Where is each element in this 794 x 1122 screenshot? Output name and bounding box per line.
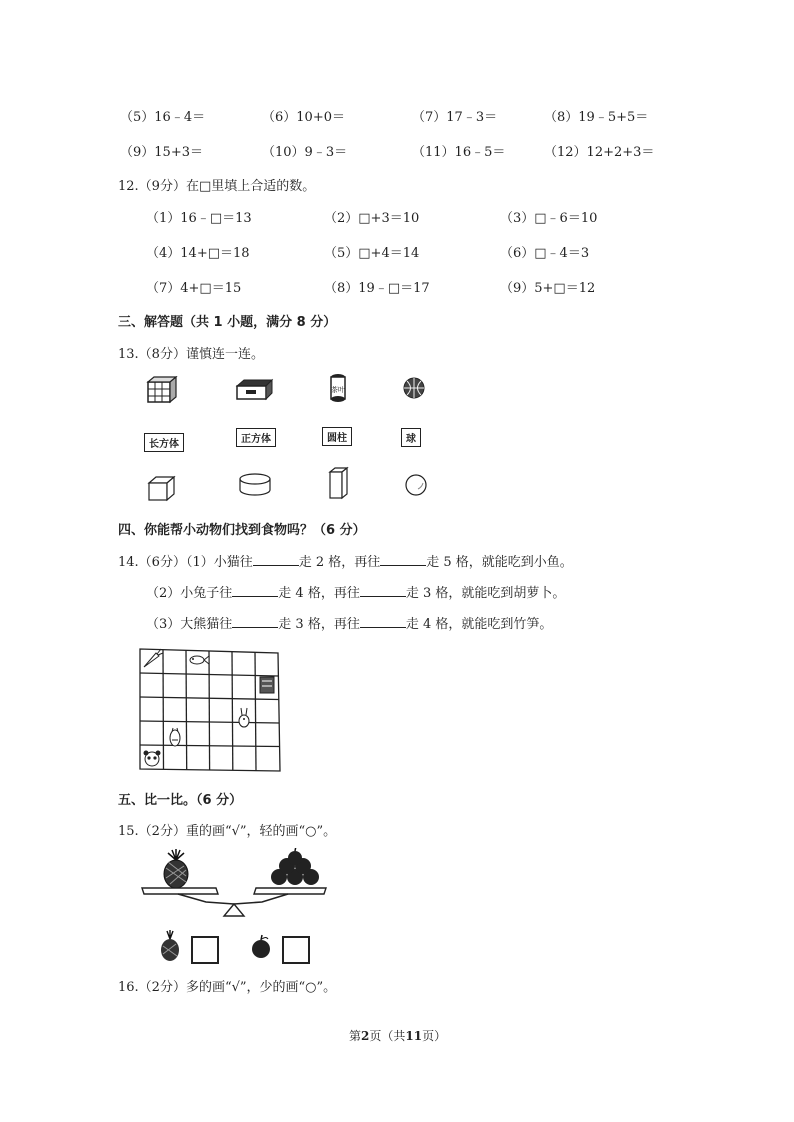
q11-item-7: （7）17﹣3＝	[412, 110, 498, 125]
q12-item-5: （5）□+4＝14	[324, 246, 420, 261]
q14-blank-3a[interactable]	[232, 615, 278, 628]
fish-icon	[190, 656, 209, 664]
q14-line-3-part-2: 走 3 格，再往	[278, 617, 360, 632]
q14-blank-3b[interactable]	[360, 615, 406, 628]
small-apple-icon	[249, 934, 273, 960]
q14-line-1-part-3: 走 5 格，就能吃到小鱼。	[426, 555, 573, 570]
q12-item-3: （3）□﹣6＝10	[500, 211, 598, 226]
q14-line-1	[118, 551, 573, 570]
suitcase-icon	[234, 378, 274, 402]
label-sphere: 球	[401, 428, 421, 447]
small-pineapple-icon	[158, 928, 182, 964]
q11-item-5: （5）16﹣4＝	[120, 110, 206, 125]
q12-item-6: （6）□﹣4＝3	[500, 246, 590, 261]
sphere-shape-icon	[404, 473, 428, 497]
q11-item-8: （8）19﹣5+5＝	[544, 110, 649, 125]
footer-page-number: 2	[361, 1029, 370, 1043]
q12-item-9: （9）5+□＝12	[500, 281, 596, 296]
q14-line-2-part-3: 走 3 格，就能吃到胡萝卜。	[405, 586, 566, 601]
q12-item-2: （2）□+3＝10	[324, 211, 420, 226]
label-cube: 正方体	[236, 428, 276, 447]
q14-blank-1a[interactable]	[253, 553, 299, 566]
q12-item-4: （4）14+□＝18	[146, 246, 250, 261]
apples-icon	[271, 848, 319, 885]
section-5-heading: 五、比一比。（6 分）	[118, 793, 243, 808]
q14-line-1-part-2: 走 2 格，再往	[298, 555, 381, 570]
answer-box-pineapple[interactable]	[191, 936, 219, 964]
q12-item-7: （7）4+□＝15	[146, 281, 242, 296]
tea-can-icon	[329, 373, 347, 403]
footer-mid: 页（共	[369, 1029, 406, 1043]
q14-line-2-part-1: （2）小兔子往	[146, 586, 233, 601]
cube-shape-icon	[147, 474, 177, 502]
q11-item-11: （11）16﹣5＝	[412, 145, 506, 160]
rabbit-icon	[239, 708, 249, 727]
q14-line-3-part-3: 走 4 格，就能吃到竹笋。	[405, 617, 553, 632]
q14-line-3-part-1: （3）大熊猫往	[146, 617, 233, 632]
cylinder-shape-icon	[238, 472, 272, 498]
section-3-heading: 三、解答题（共 1 小题，满分 8 分）	[118, 315, 337, 330]
footer-prefix: 第	[349, 1029, 362, 1043]
q14-line-3	[146, 613, 552, 632]
footer-total-pages: 11	[405, 1029, 423, 1043]
panda-icon	[144, 751, 161, 767]
q14-line-1-part-1: 14.（6分）（1）小猫往	[118, 555, 253, 570]
animal-food-grid	[138, 645, 284, 775]
tea-can-label: 茶叶	[331, 386, 345, 394]
q12-item-1: （1）16﹣□＝13	[146, 211, 252, 226]
q12-title: 12.（9分）在□里填上合适的数。	[118, 179, 316, 194]
bamboo-shoot-icon	[260, 677, 274, 693]
label-cuboid: 长方体	[144, 433, 184, 452]
q16-title: 16.（2分）多的画“√”，少的画“○”。	[118, 980, 337, 995]
carrot-icon	[144, 649, 163, 667]
footer-suffix: 页）	[422, 1029, 447, 1043]
pineapple-icon	[164, 849, 188, 888]
q12-item-8: （8）19﹣□＝17	[324, 281, 430, 296]
q11-item-6: （6）10+0＝	[262, 110, 345, 125]
q13-title: 13.（8分）谨慎连一连。	[118, 347, 264, 362]
q11-item-12: （12）12+2+3＝	[544, 145, 655, 160]
q14-blank-2b[interactable]	[360, 584, 406, 597]
q14-blank-1b[interactable]	[380, 553, 426, 566]
q11-item-10: （10）9﹣3＝	[262, 145, 348, 160]
rubik-cube-icon	[146, 376, 178, 404]
cat-icon	[170, 728, 180, 746]
section-4-heading: 四、你能帮小动物们找到食物吗？（6 分）	[118, 523, 366, 538]
cuboid-shape-icon	[327, 466, 351, 500]
q11-item-9: （9）15+3＝	[120, 145, 203, 160]
answer-box-apple[interactable]	[282, 936, 310, 964]
balance-scale-icon	[138, 848, 338, 918]
q14-line-2	[146, 582, 565, 601]
label-cylinder: 圆柱	[322, 427, 352, 446]
q14-line-2-part-2: 走 4 格，再往	[278, 586, 360, 601]
q14-blank-2a[interactable]	[232, 584, 278, 597]
q15-title: 15.（2分）重的画“√”，轻的画“○”。	[118, 824, 337, 839]
page-footer	[349, 1027, 446, 1044]
basketball-icon	[402, 376, 426, 400]
